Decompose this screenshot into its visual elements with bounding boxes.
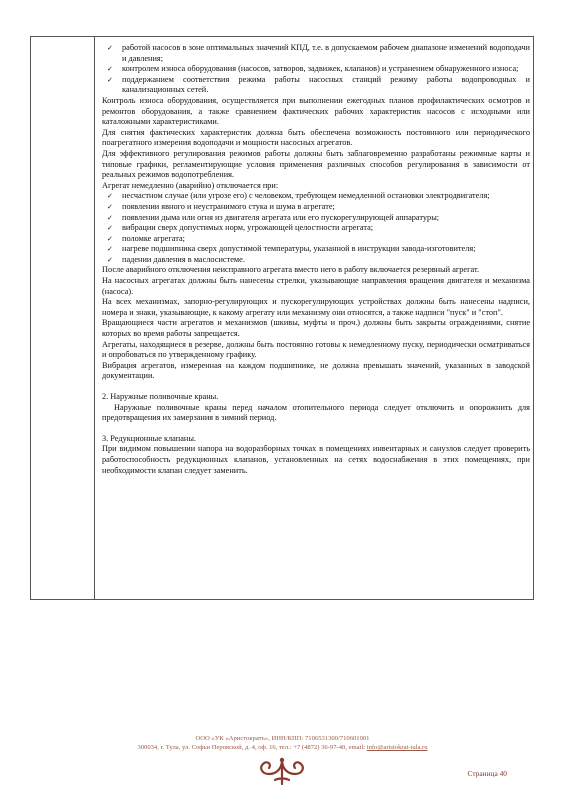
list-item: ✓ поддержанием соответствия режима работы насосных станций режиму работы водопроводных и канализационных сетей. [107, 74, 530, 95]
paragraph: После аварийного отключения неисправного агрегата вместо него в работу включается резервный агрегат. [102, 265, 480, 275]
company-line: ООО «УК «Аристократъ», ИНН/КПП: 7106531300/710601001 [195, 735, 370, 742]
list-item: ✓ контролем износа оборудования (насосов, затворов, задвижек, клапанов) и устранением обнаруженного износа; [107, 64, 519, 74]
content-cell [102, 43, 530, 476]
spacer [102, 382, 530, 392]
paragraph: При видимом повышении напора на водоразборных точках в помещениях инвентарных и санузлов следует проверить работоспособность редукционных клапанов, установленных на сетях водоснабжения в этих помещениях, при необходимости клапан следует заменить. [102, 444, 530, 475]
check-icon: ✓ [107, 213, 113, 222]
content-table [30, 36, 534, 600]
page-footer [0, 734, 565, 752]
address-line: 300034, г. Тула, ул. Софьи Перовской, д. 4, оф. 16, тел.: +7 (4872) 36-97-40, email: info@aristokrat-tula.ru [137, 744, 428, 751]
paragraph: Вращающиеся части агрегатов и механизмов (шкивы, муфты и проч.) должны быть закрыты ограждениями, снятие которых во время работы запрещается. [102, 318, 530, 339]
check-icon: ✓ [107, 245, 113, 254]
list-item: ✓ вибрации сверх допустимых норм, угрожающей целостности агрегата; [107, 223, 374, 233]
paragraph: Агрегаты, находящиеся в резерве, должны быть постоянно готовы к немедленному пуску, периодически осматриваться и опробоваться по утвержденному графику. [102, 339, 530, 360]
check-icon: ✓ [107, 202, 113, 211]
check-icon: ✓ [107, 255, 113, 264]
paragraph: Агрегат немедленно (аварийно) отключается при: [102, 180, 279, 190]
left-column [31, 37, 95, 599]
check-icon: ✓ [107, 234, 113, 243]
paragraph: Для снятия фактических характеристик должна быть обеспечена возможность постоянного или периодического поагрегатного измерения водоподачи и мощности насосных агрегатов. [102, 127, 530, 148]
list-item: ✓ падении давления в маслосистеме. [107, 254, 245, 264]
check-icon: ✓ [107, 224, 113, 233]
check-icon: ✓ [107, 65, 113, 74]
list-item: ✓ работой насосов в зоне оптимальных значений КПД, т.е. в допускаемом рабочем диапазоне изменений водоподачи и давления; [107, 43, 530, 63]
paragraph: На всех механизмах, запорно-регулирующих и пускорегулирующих устройствах должны быть нанесены надписи, номера и знаки, указывающие, к какому агрегату или механизму они относятся, а также надписи "пуск" и "стоп". [102, 297, 530, 317]
paragraph: На насосных агрегатах должны быть нанесены стрелки, указывающие направления вращения двигателя и механизма (насоса). [102, 276, 530, 296]
list-item: ✓ появлении дыма или огня из двигателя агрегата или его пускорегулирующей аппаратуры; [107, 212, 440, 222]
page-number: Страница 40 [467, 769, 507, 778]
check-icon: ✓ [107, 44, 113, 52]
paragraph: Вибрация агрегатов, измеренная на каждом подшипнике, не должна превышать значений, указанных в заводской документации. [102, 360, 530, 381]
check-icon: ✓ [107, 75, 113, 84]
paragraph: Наружные поливочные краны перед началом отопительного периода следует отключить и опорожнить для предотвращения их замерзания в зимний период. [102, 402, 530, 423]
list-item: ✓ появлении явного и неустранимого стука и шума в агрегате; [107, 201, 335, 211]
section-heading: 3. Редукционные клапаны. [102, 433, 196, 443]
spacer [102, 424, 530, 434]
checklist-top [102, 43, 530, 96]
list-item: ✓ нагреве подшипника сверх допустимой температуры, указанной в инструкции завода-изготовителя; [107, 244, 476, 254]
checklist-emergency [102, 191, 530, 265]
paragraph: Контроль износа оборудования, осуществляется при выполнении ежегодных планов профилактических осмотров и ремонтов оборудования, а также сравнением фактических рабочих характеристик насосов с исходными или каталожными характеристиками. [102, 95, 530, 127]
check-icon: ✓ [107, 192, 113, 201]
email-link[interactable]: info@aristokrat-tula.ru [366, 744, 428, 751]
list-item: ✓ несчастном случае (или угрозе его) с человеком, требующем немедленной остановки электродвигателя; [107, 191, 490, 201]
paragraph: Для эффективного регулирования режимов работы должны быть заблаговременно разработаны режимные карты и типовые графики, регламентирующие условия применения различных способов регулирования в зависимости от реальных режимов водопотребления. [102, 148, 530, 180]
list-item: ✓ поломке агрегата; [107, 233, 185, 243]
section-heading: 2. Наружные поливочные краны. [102, 392, 219, 401]
ornament-icon [255, 756, 309, 786]
